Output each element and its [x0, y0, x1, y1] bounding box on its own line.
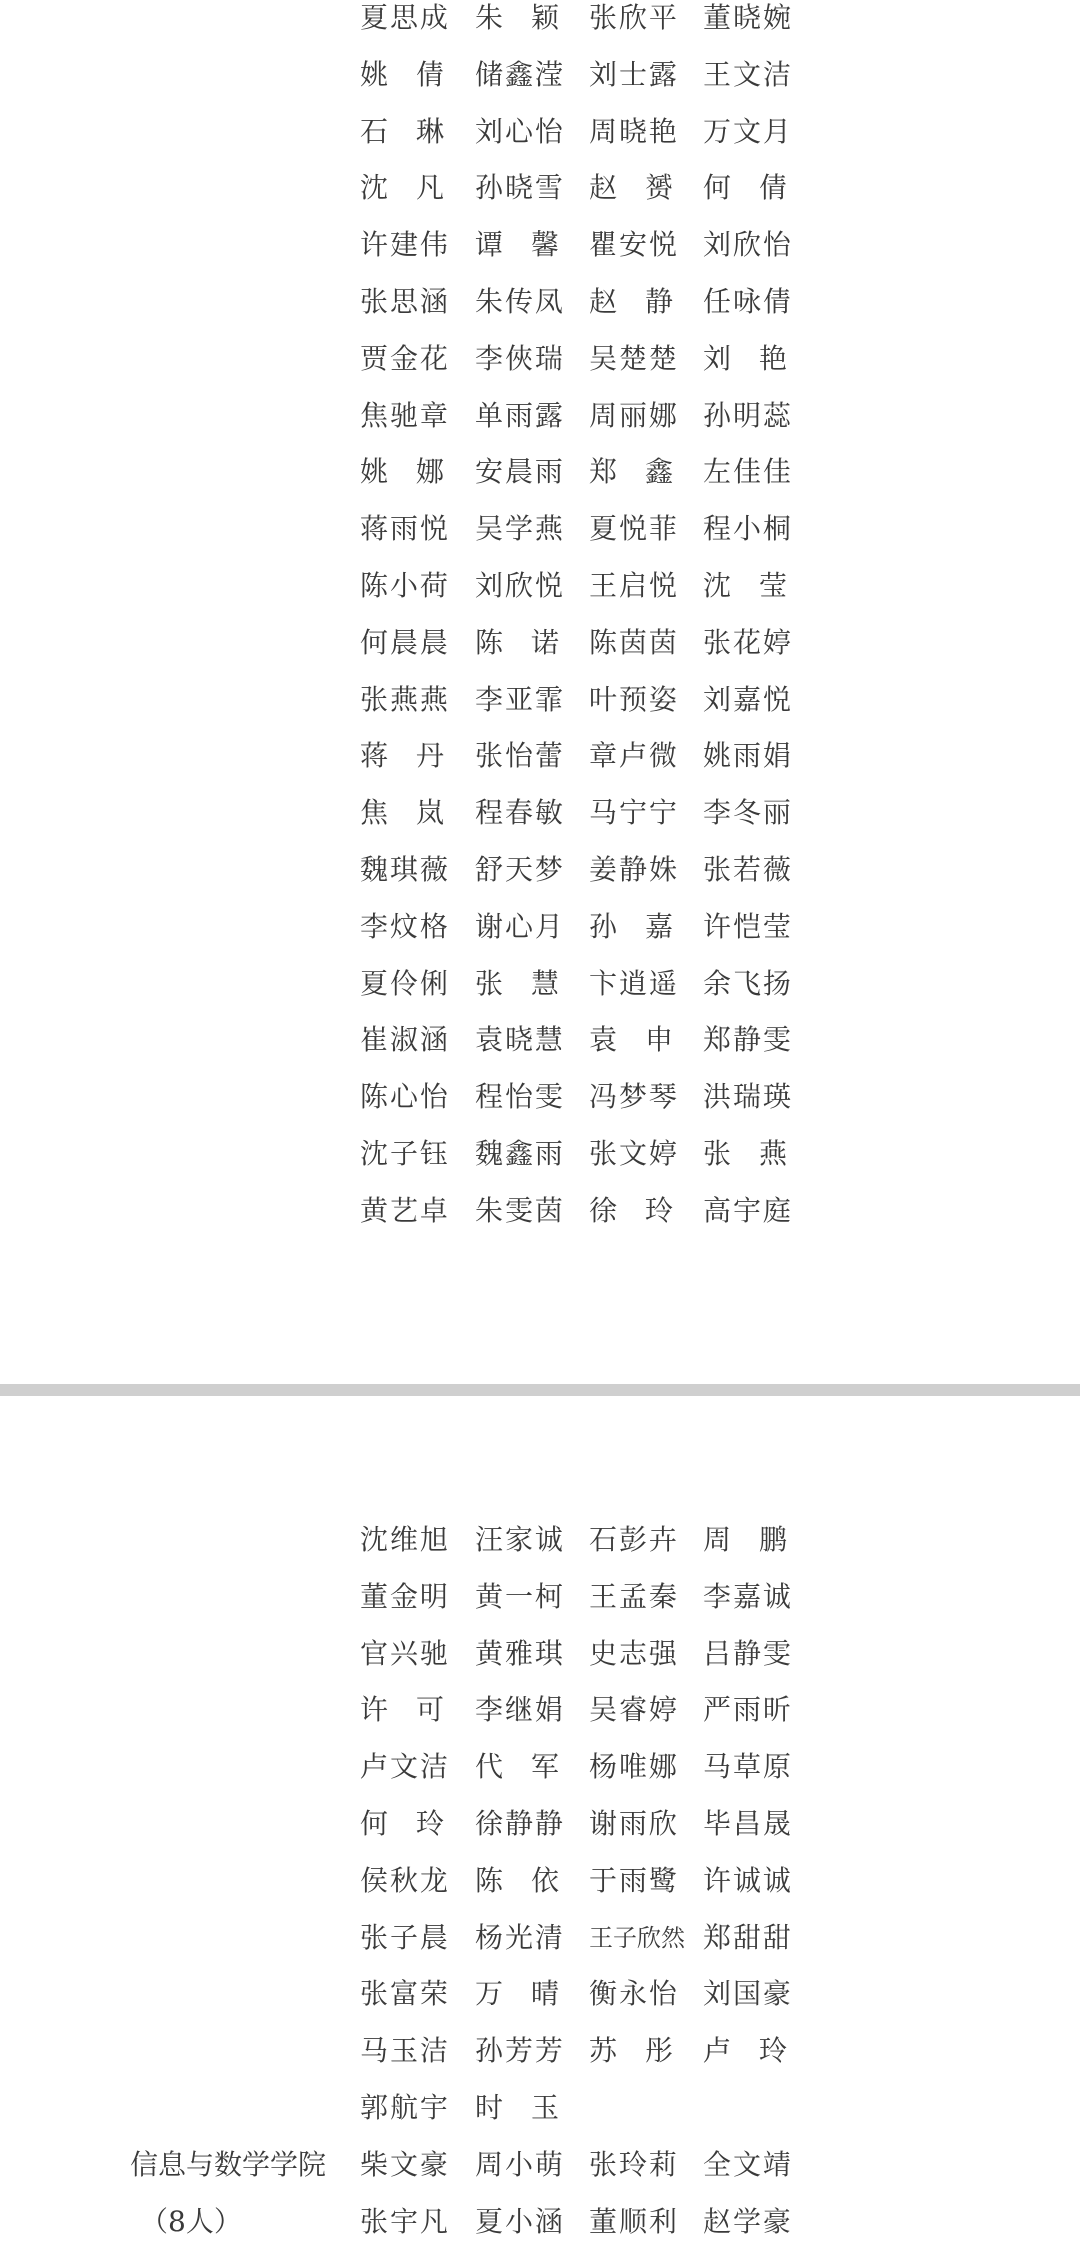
student-name: 吴睿婷	[589, 1693, 679, 1727]
student-name: 崔淑涵	[360, 1023, 450, 1057]
student-name: 杨光清	[475, 1920, 565, 1954]
student-name: 舒天梦	[475, 852, 565, 886]
student-name: 史志强	[589, 1636, 679, 1670]
student-name: 安晨雨	[475, 455, 565, 489]
student-name: 张若薇	[703, 852, 793, 886]
student-name: 孙明蕊	[703, 398, 793, 432]
student-name: 刘士露	[589, 57, 679, 91]
student-name: 任咏倩	[703, 284, 793, 318]
student-name: 郭航宇	[360, 2090, 450, 2124]
student-name: 何 玲	[360, 1806, 444, 1840]
student-name: 周晓艳	[589, 114, 679, 148]
student-name: 赵 静	[589, 284, 673, 318]
student-name: 毕昌晟	[703, 1806, 793, 1840]
student-name: 袁 申	[589, 1023, 673, 1057]
student-name: 张怡蕾	[475, 739, 565, 773]
student-name: 沈 莹	[703, 568, 787, 602]
student-name: 冯梦琴	[589, 1080, 679, 1114]
student-name: 万文月	[703, 114, 793, 148]
student-name: 柴文豪	[360, 2147, 450, 2181]
student-name: 许诚诚	[703, 1863, 793, 1897]
student-name: 张玲莉	[589, 2147, 679, 2181]
name-row	[0, 1136, 1080, 1193]
student-name: 焦驰章	[360, 398, 450, 432]
name-row	[0, 625, 1080, 682]
student-name: 官兴驰	[360, 1636, 450, 1670]
student-name: 黄一柯	[475, 1579, 565, 1613]
student-name	[589, 2090, 673, 2147]
student-name: 徐静静	[475, 1806, 565, 1840]
student-name: 夏思成	[360, 1, 450, 34]
name-row	[0, 1749, 1080, 1806]
student-name: 汪家诚	[475, 1523, 565, 1556]
student-name: 张花婷	[703, 625, 793, 659]
name-row	[0, 1920, 1080, 1977]
student-name: 程春敏	[475, 796, 565, 830]
student-name: 苏 彤	[589, 2034, 673, 2068]
name-row	[0, 170, 1080, 227]
student-name: 单雨露	[475, 398, 565, 432]
name-row	[0, 511, 1080, 568]
student-name: 谢心月	[475, 909, 565, 943]
name-row	[0, 1636, 1080, 1693]
student-name: 张子晨	[360, 1920, 450, 1954]
student-name: 郑甜甜	[703, 1920, 793, 1954]
student-name: 李继娟	[475, 1693, 565, 1727]
student-name: 高宇庭	[703, 1193, 793, 1227]
student-name	[703, 2090, 787, 2147]
student-name: 左佳佳	[703, 455, 793, 489]
student-name: 蒋雨悦	[360, 512, 450, 546]
student-name: 侯秋龙	[360, 1863, 450, 1897]
student-name: 卞逍遥	[589, 966, 679, 1000]
document-page-bottom	[0, 1396, 1080, 2260]
student-name: 郑静雯	[703, 1023, 793, 1057]
name-row	[0, 1806, 1080, 1863]
student-name: 孙芳芳	[475, 2034, 565, 2068]
student-name: 夏伶俐	[360, 966, 450, 1000]
name-row	[0, 966, 1080, 1023]
student-name: 万 晴	[475, 1977, 559, 2011]
student-name: 卢 玲	[703, 2034, 787, 2068]
student-name: 代 军	[475, 1750, 559, 1784]
student-name: 董金明	[360, 1579, 450, 1613]
name-row	[0, 284, 1080, 341]
student-name: 谭 馨	[475, 228, 559, 262]
student-name: 王孟秦	[589, 1579, 679, 1613]
student-name: 魏琪薇	[360, 852, 450, 886]
student-name: 吴学燕	[475, 512, 565, 546]
student-name: 程小桐	[703, 512, 793, 546]
student-name: 石 琳	[360, 114, 444, 148]
student-name: 许 可	[360, 1693, 444, 1727]
name-row	[0, 2033, 1080, 2090]
student-name: 石彭卉	[589, 1523, 679, 1556]
student-name: 袁晓慧	[475, 1023, 565, 1057]
student-name: 陈小荷	[360, 568, 450, 602]
name-row	[0, 1863, 1080, 1920]
student-name: 吕静雯	[703, 1636, 793, 1670]
student-name: 陈 诺	[475, 625, 559, 659]
student-name: 朱 颖	[475, 1, 559, 34]
student-name: 王子欣然	[589, 1923, 685, 1952]
student-name: 陈茵茵	[589, 625, 679, 659]
student-name: 张文婷	[589, 1136, 679, 1170]
student-name: 时 玉	[475, 2090, 559, 2124]
student-name: 朱传凤	[475, 284, 565, 318]
name-row	[0, 795, 1080, 852]
student-name: 张富荣	[360, 1977, 450, 2011]
name-row	[0, 2147, 1080, 2204]
student-name: 张 燕	[703, 1136, 787, 1170]
name-list-bottom	[0, 1522, 1080, 2260]
name-row	[0, 57, 1080, 114]
name-row	[0, 738, 1080, 795]
student-name: 姜静姝	[589, 852, 679, 886]
name-row	[0, 852, 1080, 909]
name-row	[0, 1079, 1080, 1136]
student-name: 赵 赟	[589, 171, 673, 205]
student-name: 张 慧	[475, 966, 559, 1000]
student-name: 杨唯娜	[589, 1750, 679, 1784]
student-name: 何 倩	[703, 171, 787, 205]
student-name: 沈子钰	[360, 1136, 450, 1170]
student-name: 朱雯茵	[475, 1193, 565, 1227]
student-name: 洪瑞瑛	[703, 1080, 793, 1114]
student-name: 沈 凡	[360, 171, 444, 205]
student-name: 刘 艳	[703, 341, 787, 375]
student-name: 陈 依	[475, 1863, 559, 1897]
student-name: 许建伟	[360, 228, 450, 262]
student-name: 张燕燕	[360, 682, 450, 716]
student-name: 章卢微	[589, 739, 679, 773]
student-name: 卢文洁	[360, 1750, 450, 1784]
student-name: 郑 鑫	[589, 455, 673, 489]
student-name: 王启悦	[589, 568, 679, 602]
student-name: 叶预姿	[589, 682, 679, 716]
name-row	[0, 1976, 1080, 2033]
name-row	[0, 1692, 1080, 1749]
student-name: 吴楚楚	[589, 341, 679, 375]
student-name: 孙 嘉	[589, 909, 673, 943]
name-row	[0, 0, 1080, 57]
student-name: 沈维旭	[360, 1523, 450, 1556]
name-row	[0, 909, 1080, 966]
student-name: 刘欣悦	[475, 568, 565, 602]
student-name: 张欣平	[589, 1, 679, 34]
student-name: 姚 娜	[360, 455, 444, 489]
student-name: 马草原	[703, 1750, 793, 1784]
student-name: 李冬丽	[703, 796, 793, 830]
student-name: 周 鹏	[703, 1523, 787, 1556]
student-name: 刘欣怡	[703, 228, 793, 262]
student-name: 周小萌	[475, 2147, 565, 2181]
student-name: 李嘉诚	[703, 1579, 793, 1613]
student-name: 姚雨娟	[703, 739, 793, 773]
student-name: 李炆格	[360, 909, 450, 943]
name-row	[0, 1522, 1080, 1579]
student-name: 何晨晨	[360, 625, 450, 659]
student-name: 姚 倩	[360, 57, 444, 91]
student-name: 徐 玲	[589, 1193, 673, 1227]
name-row	[0, 2204, 1080, 2260]
page-divider	[0, 1384, 1080, 1396]
name-row	[0, 682, 1080, 739]
student-name: 夏小涵	[475, 2204, 565, 2238]
student-name: 赵学豪	[703, 2204, 793, 2238]
student-name: 焦 岚	[360, 796, 444, 830]
student-name: 李俠瑞	[475, 341, 565, 375]
name-row	[0, 2090, 1080, 2147]
student-name: 蒋 丹	[360, 739, 444, 773]
student-name: 马玉洁	[360, 2034, 450, 2068]
name-row	[0, 398, 1080, 455]
name-row	[0, 454, 1080, 511]
student-name: 黄雅琪	[475, 1636, 565, 1670]
student-name: 黄艺卓	[360, 1193, 450, 1227]
student-name: 程怡雯	[475, 1080, 565, 1114]
student-name: 刘心怡	[475, 114, 565, 148]
student-name: 周丽娜	[589, 398, 679, 432]
name-row	[0, 227, 1080, 284]
student-name: 张思涵	[360, 284, 450, 318]
student-name: 衡永怡	[589, 1977, 679, 2011]
name-row	[0, 568, 1080, 625]
student-name: 陈心怡	[360, 1080, 450, 1114]
name-row	[0, 1193, 1080, 1250]
name-row	[0, 1579, 1080, 1636]
student-name: 刘国豪	[703, 1977, 793, 2011]
student-name: 王文洁	[703, 57, 793, 91]
student-name: 余飞扬	[703, 966, 793, 1000]
student-name: 董顺利	[589, 2204, 679, 2238]
student-name: 马宁宁	[589, 796, 679, 830]
student-name: 魏鑫雨	[475, 1136, 565, 1170]
student-name: 贾金花	[360, 341, 450, 375]
name-row	[0, 1022, 1080, 1079]
name-row	[0, 341, 1080, 398]
student-name: 李亚霏	[475, 682, 565, 716]
student-name: 谢雨欣	[589, 1806, 679, 1840]
name-row	[0, 114, 1080, 171]
student-name: 孙晓雪	[475, 171, 565, 205]
student-name: 张宇凡	[360, 2204, 450, 2238]
student-name: 全文靖	[703, 2147, 793, 2181]
department-name: 信息与数学学院	[130, 2147, 327, 2181]
student-name: 许恺莹	[703, 909, 793, 943]
student-name: 于雨鹭	[589, 1863, 679, 1897]
student-name: 储鑫滢	[475, 57, 565, 91]
student-name: 董晓婉	[703, 1, 793, 34]
student-name: 严雨昕	[703, 1693, 793, 1727]
department-count: （8人）	[140, 2204, 242, 2238]
student-name: 夏悦菲	[589, 512, 679, 546]
student-name: 瞿安悦	[589, 228, 679, 262]
student-name: 刘嘉悦	[703, 682, 793, 716]
